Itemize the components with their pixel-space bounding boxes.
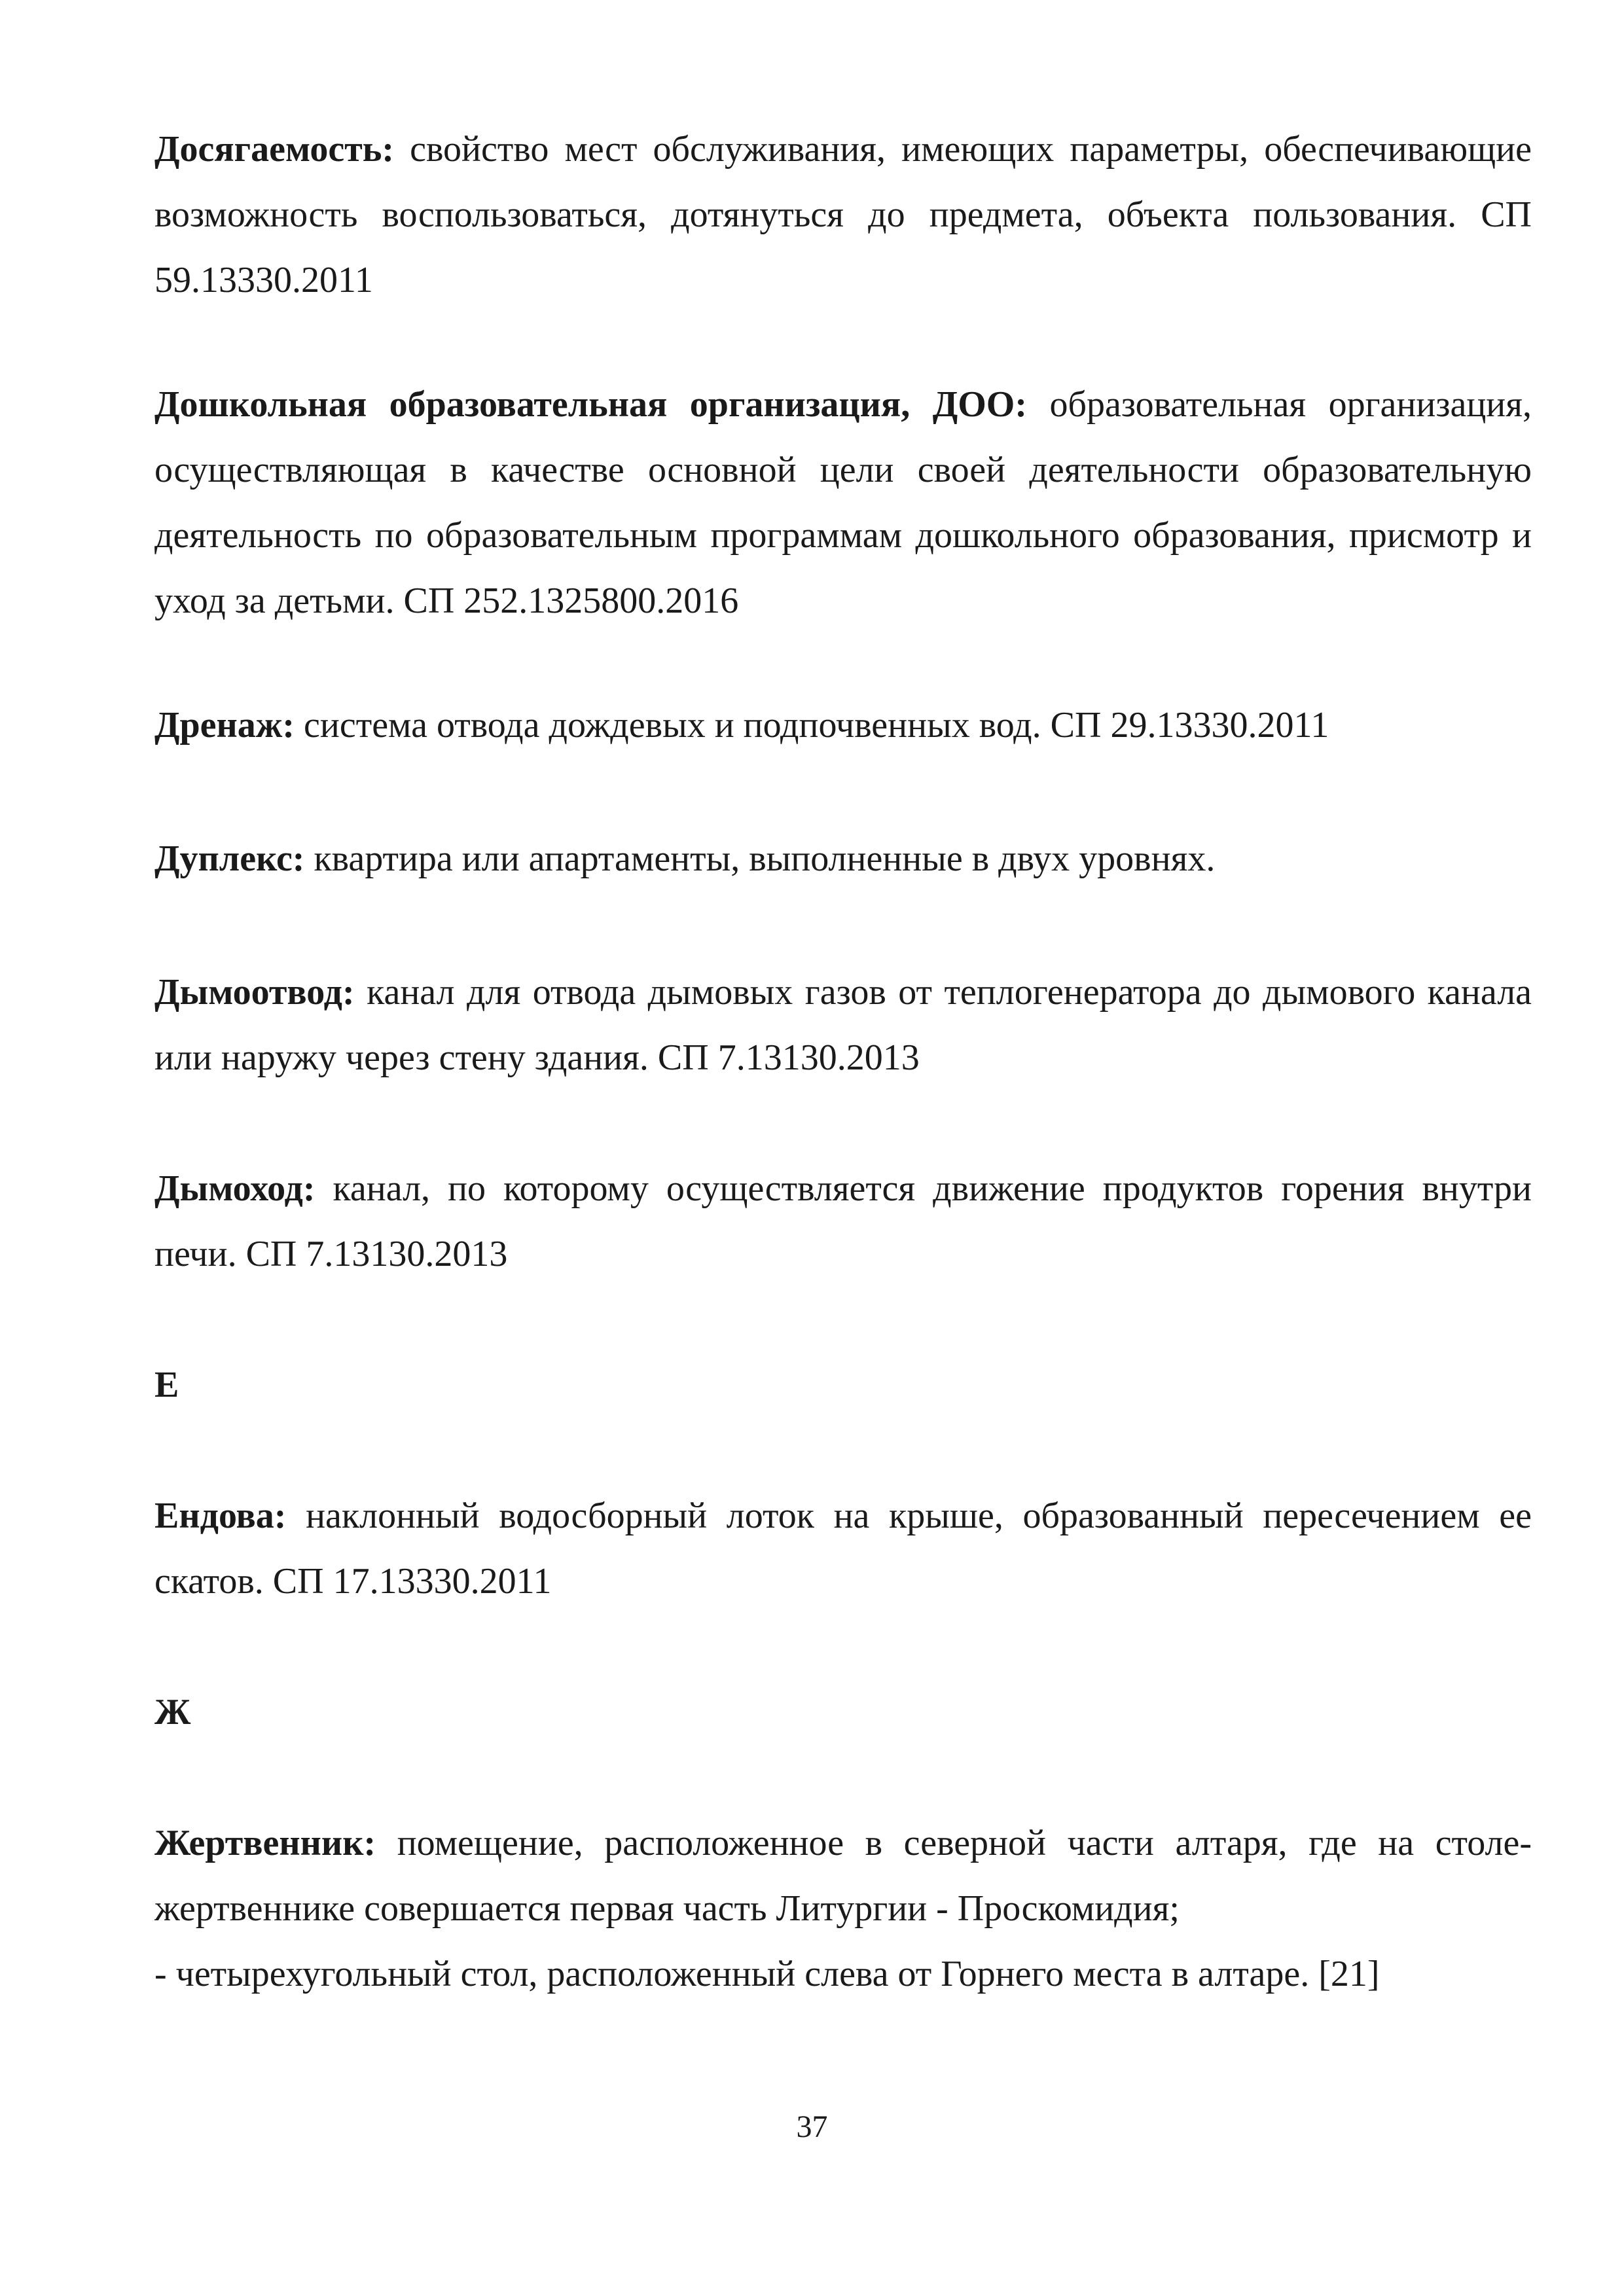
entry-term: Дымоход: [154, 1168, 316, 1209]
entry-definition: помещение, расположенное в северной части алтаря, где на столе-жертвеннике совершается первая часть Литургии - Проскомидия; [154, 1823, 1532, 1929]
entry-extra-line: - четырехугольный стол, расположенный слева от Горнего места в алтаре. [21] [154, 1954, 1380, 1994]
entry-term: Дуплекс: [154, 838, 305, 879]
entry-term: Дошкольная образовательная организация, ДОО: [154, 384, 1027, 425]
entry-term: Досягаемость: [154, 129, 394, 170]
page-number: 37 [796, 2109, 828, 2144]
entry-definition: свойство мест обслуживания, имеющих параметры, обеспечивающие возможность воспользоваться, дотянуться до предмета, объекта пользования. СП 59.13330.2011 [154, 129, 1532, 300]
entry-definition: наклонный водосборный лоток на крыше, образованный пересечением ее скатов. СП 17.13330.2011 [154, 1496, 1532, 1602]
entry-zhertvennik [154, 1810, 1532, 2007]
entry-drenazh [154, 692, 1532, 758]
entry-term: Дымоотвод: [154, 972, 355, 1013]
entry-definition: квартира или апартаменты, выполненные в двух уровнях. [304, 838, 1216, 879]
section-letter-e: Е [154, 1365, 179, 1405]
entry-definition: система отвода дождевых и подпочвенных вод. СП 29.13330.2011 [295, 705, 1329, 745]
entry-dosyagaemost [154, 117, 1532, 313]
entry-dymootvod [154, 960, 1532, 1090]
entry-definition: канал для отвода дымовых газов от теплогенератора до дымового канала или наружу через стену здания. СП 7.13130.2013 [154, 972, 1532, 1078]
entry-definition: образовательная организация, осуществляющая в качестве основной цели своей деятельности образовательную деятельность по образовательным программам дошкольного образования, присмотр и уход за детьми. СП 252.1325800.2016 [154, 384, 1532, 621]
entry-endova [154, 1483, 1532, 1614]
entry-term: Ендова: [154, 1496, 287, 1536]
entry-doo [154, 372, 1532, 634]
entry-term: Дренаж: [154, 705, 295, 745]
entry-dymohod [154, 1156, 1532, 1287]
entry-definition: канал, по которому осуществляется движение продуктов горения внутри печи. СП 7.13130.2013 [154, 1168, 1532, 1274]
entry-term: Жертвенник: [154, 1823, 376, 1863]
section-letter-zh: Ж [154, 1692, 191, 1732]
entry-dupleks [154, 826, 1532, 891]
